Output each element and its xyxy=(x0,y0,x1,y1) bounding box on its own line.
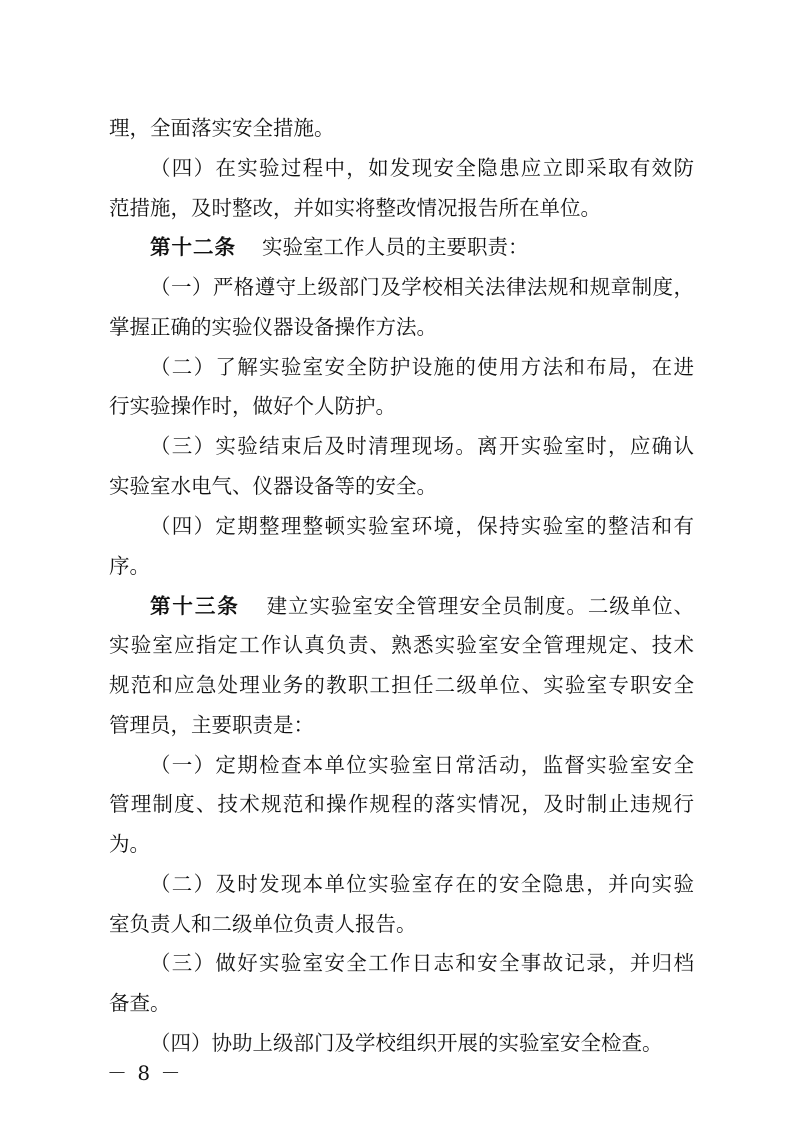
article-13-text: 建立实验室安全管理安全员制度。二级单位、 xyxy=(265,594,694,618)
text-line: 序。 xyxy=(109,554,150,578)
text-line: （三）实验结束后及时清理现场。离开实验室时，应确认 xyxy=(150,434,694,458)
text-line: 管理员，主要职责是： xyxy=(109,713,314,737)
article-12-heading: 第十二条 xyxy=(150,235,236,259)
article-12-line xyxy=(150,229,694,265)
text-line: （三）做好实验室安全工作日志和安全事故记录，并归档 xyxy=(150,951,694,975)
text-line: （一）严格遵守上级部门及学校相关法律法规和规章制度， xyxy=(150,275,694,299)
text-line: （四）协助上级部门及学校组织开展的实验室安全检查。 xyxy=(150,1031,663,1055)
text-line: 实验室水电气、仪器设备等的安全。 xyxy=(109,474,437,498)
text-line: 规范和应急处理业务的教职工担任二级单位、实验室专职安全 xyxy=(109,673,694,697)
text-line: （四）定期整理整顿实验室环境，保持实验室的整洁和有 xyxy=(150,514,694,538)
article-13-line xyxy=(150,588,694,624)
text-line: 管理制度、技术规范和操作规程的落实情况，及时制止违规行 xyxy=(109,792,694,816)
text-line: （二）了解实验室安全防护设施的使用方法和布局，在进 xyxy=(150,355,694,379)
text-line: （一）定期检查本单位实验室日常活动，监督实验室安全 xyxy=(150,753,694,777)
text-line: 掌握正确的实验仪器设备操作方法。 xyxy=(109,315,437,339)
text-line: 为。 xyxy=(109,832,150,856)
text-line: 理，全面落实安全措施。 xyxy=(109,116,335,140)
text-line: 实验室应指定工作认真负责、熟悉实验室安全管理规定、技术 xyxy=(109,633,694,657)
article-12-text: 实验室工作人员的主要职责： xyxy=(262,235,529,259)
text-line: （四）在实验过程中，如发现安全隐患应立即采取有效防 xyxy=(150,156,694,180)
page-number: － 8 － xyxy=(107,1061,183,1085)
text-line: 范措施，及时整改，并如实将整改情况报告所在单位。 xyxy=(109,196,601,220)
text-line: 行实验操作时，做好个人防护。 xyxy=(109,394,396,418)
text-line: 备查。 xyxy=(109,991,171,1015)
text-line: 室负责人和二级单位负责人报告。 xyxy=(109,912,417,936)
text-line: （二）及时发现本单位实验室存在的安全隐患，并向实验 xyxy=(150,872,694,896)
article-13-heading: 第十三条 xyxy=(150,594,240,618)
